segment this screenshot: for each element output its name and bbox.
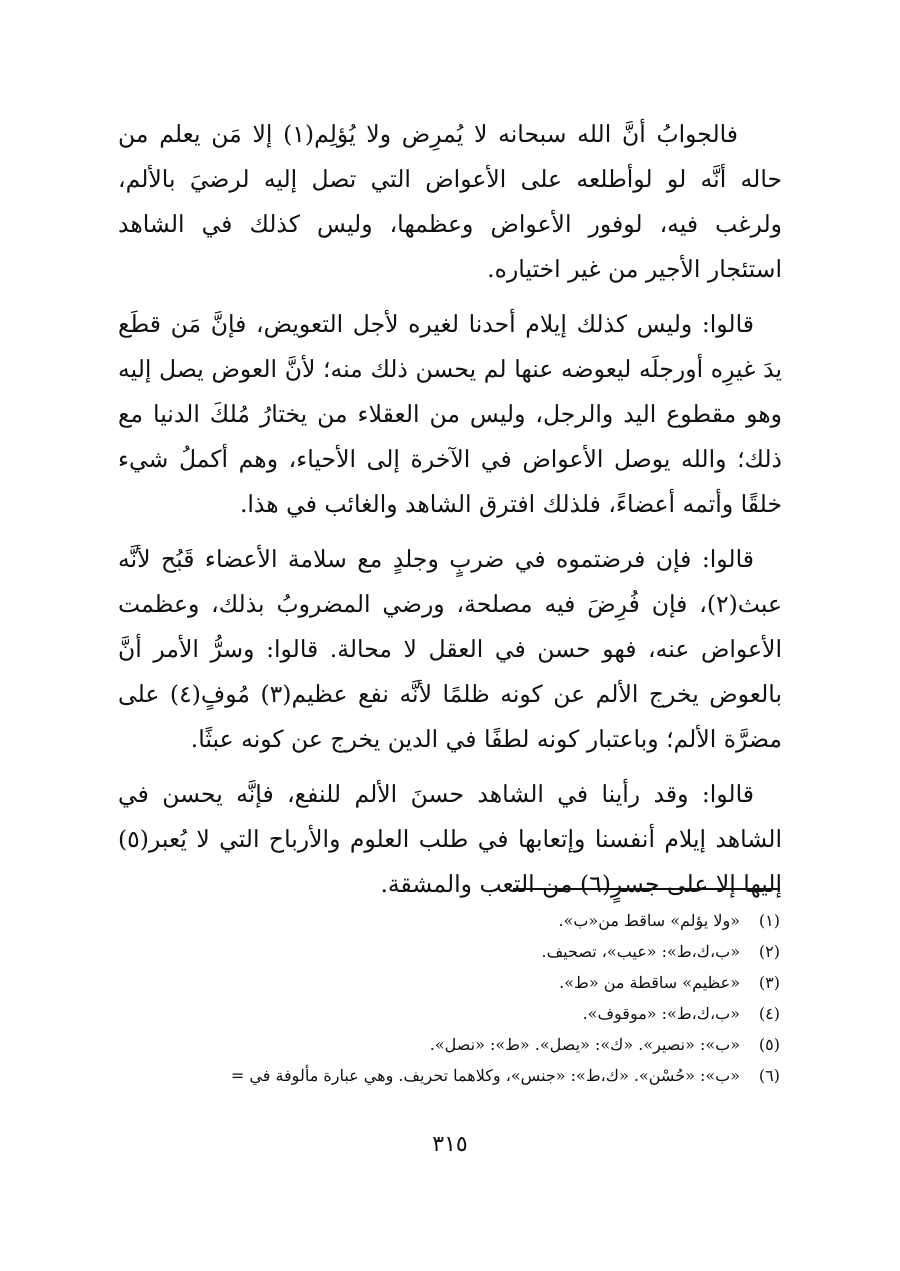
- paragraph-3: قالوا: فإن فرضتموه في ضربٍ وجلدٍ مع سلامة الأعضاء قَبُح لأنَّه عبث(٢)، فإن فُرِضَ فيه مصلحة، ورضي المضروبُ بذلك، وعظمت الأعواض عنه، فهو حسن في العقل لا محالة. قالوا: وسرُّ الأمر أنَّ بالعوض يخرج الألم عن كونه ظلمًا لأنَّه نفع عظيم(٣) مُوفٍ(٤) على مضرَّة الألم؛ وباعتبار كونه لطفًا في الدين يخرج عن كونه عبثًا.: [118, 545, 783, 753]
- footnote-number: (٣): [758, 973, 780, 992]
- footnote-text: «ب،ك،ط»: «عيب»، تصحيف.: [541, 942, 740, 961]
- footnote-number: (٢): [758, 942, 780, 961]
- footnote-number: (١): [758, 911, 780, 930]
- footnote-text: «ولا يؤلم» ساقط من«ب».: [558, 911, 740, 930]
- footnote-4: [96, 998, 780, 1029]
- footnote-number: (٦): [758, 1066, 780, 1085]
- main-text: [118, 112, 782, 917]
- footnote-text: «ب»: «نصير». «ك»: «يصل». «ط»: «نصل».: [429, 1035, 740, 1054]
- footnote-text: «ب،ك،ط»: «موقوف».: [582, 1004, 740, 1023]
- footnote-text: «ب»: «حُسْن». «ك،ط»: «جنس»، وكلاهما تحريف. وهي عبارة مألوفة في =: [230, 1066, 740, 1085]
- footnote-number: (٥): [758, 1035, 780, 1054]
- footnote-1: [96, 905, 780, 936]
- footnote-5: [96, 1029, 780, 1060]
- footnote-text: «عظيم» ساقطة من «ط».: [559, 973, 740, 992]
- footnote-divider: [513, 888, 780, 890]
- footnote-number: (٤): [758, 1004, 780, 1023]
- footnote-2: [96, 936, 780, 967]
- paragraph-2: قالوا: وليس كذلك إيلام أحدنا لغيره لأجل التعويض، فإنَّ مَن قطَع يدَ غيرِه أورجلَه ليعوضه عنها لم يحسن ذلك منه؛ لأنَّ العوض يصل إليه وهو مقطوع اليد والرجل، وليس من العقلاء من يختارُ مُلكَ الدنيا مع ذلك؛ والله يوصل الأعواض في الآخرة إلى الأحياء، وهم أكملُ شيء خلقًا وأتمه أعضاءً، فلذلك افترق الشاهد والغائب في هذا.: [118, 310, 782, 518]
- footnotes: [96, 905, 780, 1091]
- page-number: ٣١٥: [432, 1132, 468, 1157]
- paragraph-1: فالجوابُ أنَّ الله سبحانه لا يُمرِض ولا يُؤلِم(١) إلا مَن يعلم من حاله أنَّه لو لوأطلعه على الأعواض التي تصل إليه لرضيَ بالألم، ولرغب فيه، لوفور الأعواض وعظمها، وليس كذلك في الشاهد استئجار الأجير من غير اختياره.: [118, 120, 782, 283]
- footnote-6: [96, 1060, 780, 1091]
- footnote-3: [96, 967, 780, 998]
- paragraph-4: قالوا: وقد رأينا في الشاهد حسنَ الألم للنفع، فإنَّه يحسن في الشاهد إيلام أنفسنا وإتعابها في طلب العلوم والأرباح التي لا يُعبر(٥) إليها إلا على جسرٍ(٦) من التعب والمشقة.: [118, 780, 782, 898]
